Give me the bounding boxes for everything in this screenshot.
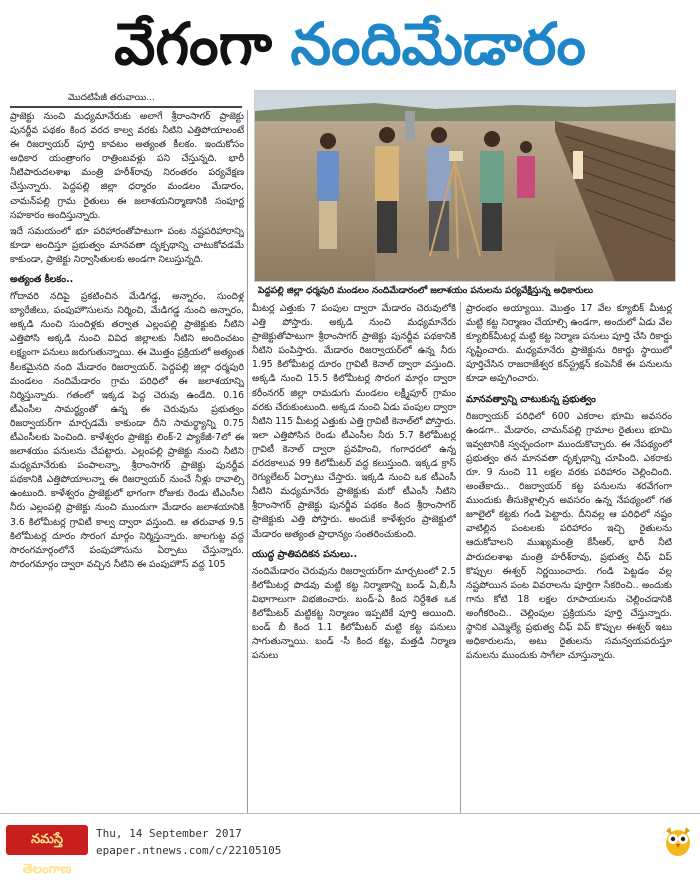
column-divider [247,110,248,813]
newspaper-logo: నమస్తే తెలంగాణ [6,825,88,855]
news-photo [254,90,676,282]
footer-meta [96,825,281,859]
column-divider [460,302,461,813]
article-paragraph: రిజర్వాయర్ పరిధిలో 600 ఎకరాల భూమి అవసరం ఉండగా.. మేడారం, చామన్‌పల్లి గ్రామాల రైతులు భూమి ఇవ్వటానికి స్వచ్ఛందంగా ముందుకొచ్చారు. ఈ నేపథ్యంలో ప్రభుత్వం తన మానవతా దృక్పథాన్ని చూపింది. ఎకరాకు రూ. 9 నుంచి 11 లక్షల వరకు పరిహారం చెల్లించింది. అంతేకాదు.. రిజర్వాయర్ కట్ట పనులను శరవేగంగా ముందుకు తీసుకెళ్లాల్సిన అవసరం ఉన్న నేపథ్యంలో గత జూలైలో కట్టకు గండి పెట్టారు. దీనివల్ల ఆ పరిధిలో నష్టం వాటిల్లిన పంటలకు పరిహారం ఇచ్చి రైతులను ఆదుకోవాలని ముఖ్యమంత్రి కేసీఆర్, భారీ నీటి పారుదలశాఖ మంత్రి హరీశ్‌రావు, ప్రభుత్వ చీఫ్ విప్ కొప్పుల ఈశ్వర్ నిర్ణయించారు. గండి పెట్టడం వల్ల నష్టపోయిన పంట వివరాలను పూర్తిగా సేకరించి.. అందుకు గాను కోటి 18 లక్షల రూపాయలను చెల్లించడానికి అంగీకరించి.. చెల్లింపుల ప్రక్రియను పూర్తి చేస్తున్నారు. స్థానిక ఎమ్మెల్యే ప్రభుత్వ చీఫ్ విప్ కొప్పుల ఈశ్వర్ ఇటు అధికారులను, అటు రైతులను సమన్వయపరుస్తూ పనులను ముందుకు సాగేలా చూస్తున్నారు. [466,410,672,662]
article-paragraph: ప్రాజెక్టు నుంచి మధ్యమానేరుకు అలాగే శ్రీరాంసాగర్ ప్రాజెక్టు పునర్జీవ పథకం కింద వరద కాల్వ వరకు నీటిని ఎత్తిపోయాలంటే ఈ రిజర్వాయర్ పూర్తి కావటం అత్యంత కీలకం. ఇందుకోసం అధికార యంత్రాంగం రాత్రింబవళ్లు పని చేస్తున్నది. భారీ నీటిపారుదలశాఖ మంత్రి హరీశ్‌రావు నిరంతరం పర్యవేక్షణ చేస్తున్నారు. పెద్దపల్లి జిల్లా ధర్మారం మండలం మేడారం, చామన్‌పల్లి గ్రామ రైతులు ఈ జలాశయనిర్మాణానికి సంపూర్ణ సహకారం అందిస్తున్నారు. [10,111,244,221]
article-paragraph: మీటర్ల ఎత్తుకు 7 పంపుల ద్వారా మేడారం చెరువులోకి ఎత్తి పోస్తారు. అక్కడి నుంచి మధ్యమానేరు ప్రాజెక్టుతోపాటుగా శ్రీరాంసాగర్ ప్రాజెక్టు పునర్జీవ పథకానికి నీటిని పంపిస్తారు. మేడారం రిజర్వాయర్‌లో ఉన్న నీరు 1.95 కిలోమీటర్ల దూరం గ్రావిటీ కెనాల్ ద్వారా వస్తుంది. అక్కడి నుంచి 15.5 కిలోమీటర్ల సొరంగ మార్గం ద్వారా కరీంనగర్ జిల్లా రామడుగు మండలం లక్ష్మీపూర్ గ్రామం వరకు చేరుకుంటుంది. అక్కడ నుంచి ఏడు పంపుల ద్వారా నీటిని 115 మీటర్ల ఎత్తుకు ఎత్తి గ్రావిటీ కెనాల్‌లో పోస్తారు. ఇలా ఎత్తిపోసిన రెండు టీఎంసీల నీరు 5.7 కిలోమీటర్ల గ్రావిటీ కెనాల్ ద్వారా ప్రవహించి, గంగాధరలో ఉన్న వరదకాలువ 99 కిలోమీటర్ వద్ద కలుస్తుంది. ఇక్కడ క్రాస్ రెగ్యులేటర్ ఏర్పాటు చేస్తారు. ఇక్కడి నుంచి ఒక టీఎంసీ నీటిని మధ్యమానేరు ప్రాజెక్టుకు మరో టీఎంసీ నీటిని శ్రీరాంసాగర్ ప్రాజెక్టు పునర్జీవ పథకం కింద శ్రీరాంసాగర్ ప్రాజెక్టుకు ఎత్తి పోస్తారు. అందుకే కాళేశ్వరం ప్రాజెక్టులో మేడారం అత్యంత ప్రాధాన్యం సంతరించుకుంది. [252,303,456,540]
footer [0,815,700,877]
section-heading: మానవత్వాన్ని చాటుకున్న ప్రభుత్వం [466,393,596,405]
epaper-url: epaper.ntnews.com/c/22105105 [96,844,282,857]
photo-caption: పెద్దపల్లి జిల్లా ధర్మపురి మండలం నందిమేడారంలో జలాశయం పనులను పర్యవేక్షిస్తున్న అధికారులు [258,286,593,296]
article-paragraph: నందిమేడారం చెరువును రిజర్వాయర్‌గా మార్చటంలో 2.5 కిలోమీటర్ల పొడవు మట్టి కట్ట నిర్మాణాన్ని బండ్ ఏ,బీ,సీ విభాగాలుగా విభజించారు. బండ్-ఏ కింద నిర్దేశిత ఒక కిలోమీటర్ మట్టికట్ట నిర్మాణం ఇప్పటికే పూర్తి అయింది. బండ్ బీ కింద 1.1 కిలోమీటర్ మట్టి కట్ట పనులు సాగుతున్నాయి. బండ్ -సీ కింద కట్ట, మత్తడి నిర్మాణ పనులు [252,565,456,662]
article-paragraph: ప్రారంభం అయ్యాయి. మొత్తం 17 వేల క్యూబిక్ మీటర్ల మట్టి కట్ట నిర్మాణం చేయాల్సి ఉండగా, అందులో ఏడు వేల క్యూబిక్‌మీటర్ల మట్టి కట్ట నిర్మాణ పనులు పూర్తి చేసి రికార్డు సృష్టించారు. మధ్యమానేరు ప్రాజెక్టును రికార్డు స్థాయిలో పూర్తిచేసిన రాజరాజేశ్వర కన్‌స్ట్రక్షన్ కంపెనీకే ఈ పనులను కూడా అప్పగించారు. [466,303,672,385]
construction-site-image [255,91,675,281]
section-heading: అత్యంత కీలకం.. [10,274,74,286]
headline-part1: వేగంగా [114,10,273,78]
kicker-bar [10,90,242,108]
article-paragraph: ఇదే సమయంలో భూ పరిహారంతోపాటుగా పంట నష్టపరిహారాన్ని కూడా అందిస్తూ ప్రభుత్వం మానవతా దృక్పథాన్ని చాటుకోవడమే కాకుండా, ప్రాజెక్టు నిర్వాసితులకు అండగా నిలుస్తున్నది. [10,225,244,265]
article-column-1 [10,110,244,813]
owl-icon [664,823,692,857]
section-heading: యుద్ధ ప్రాతిపదికన పనులు.. [252,548,358,560]
article-paragraph: గోదావరి నదిపై ప్రకటించిన మేడిగడ్డ, అన్నారం, సుందిళ్ల బ్యారేజీలు, పంపుహౌసులను నిర్మించి, మేడిగడ్డ నుంచి అన్నారం, అక్కడి నుంచి సుందిళ్లకు తర్వాత ఎల్లంపల్లి ప్రాజెక్టుకు నీటిని ఎత్తిపోసి అక్కడి నుంచి వివిధ జిల్లాలకు నీటిని అందించటం లక్ష్యంగా పనులు జరుగుతున్నాయి. ఈ మొత్తం ప్రక్రియలో అత్యంత కీలకమైనది నంది మేడారం రిజర్వాయర్. పెద్దపల్లి జిల్లా ధర్మపురి మండలం నందిమేడారం గ్రామ పరిధిలో ఈ జలాశయాన్ని నిర్మిస్తున్నారు. గతంలో ఇక్కడ పెద్ద చెరువు ఉండేది. 0.16 టీఎంసీల సామర్థ్యంతో ఉన్న ఈ చెరువును ప్రభుత్వం రిజర్వాయర్‌గా మార్చడమే కాకుండా దీని సామర్థ్యాన్ని 0.75 టీఎంసీలకు పెంచింది. కాళేశ్వరం ప్రాజెక్టు లింక్-2 ప్యాకేజీ-7లో ఈ జలాశయం పనులను చేపట్టారు. ఎల్లంపల్లి ప్రాజెక్టు నుంచి నీటిని మధ్యమానేరుకు పంపాలన్నా, శ్రీరాంసాగర్ ప్రాజెక్టు పునర్జీవ పథకానికి ఎత్తిపోయాలన్నా ఈ రిజర్వాయర్ నుంచే నీళ్లు రావాల్సి ఉంటుంది. కాళేశ్వరం ప్రాజెక్టులో భాగంగా రోజుకు రెండు టీఎంసీల నీరు ఎల్లంపల్లి ప్రాజెక్టు నుంచి ముందుగా మేడారం జలాశయానికి 3.6 కిలోమీటర్ల గ్రావిటీ కాల్వ ద్వారా వస్తుంది. ఆ తరువాత 9.5 కిలోమీటర్ల దూరం సొరంగ మార్గం నిర్మిస్తున్నారు. జాలగుట్ట వద్ద సొరంగమార్గంలోనే పంపుహౌసును ఏర్పాటు చేస్తున్నారు. సొరంగమార్గం ద్వారా వచ్చిన నీటిని ఈ పంపుహౌస్ వద్ద 105 [10,291,244,570]
article-column-3 [466,302,672,813]
headline-part2: నందిమేడారం [290,10,586,78]
edition-date: Thu, 14 September 2017 [96,827,242,840]
footer-divider [0,813,700,814]
headline [0,4,700,84]
kicker: మొదటిపేజీ తరువాయి... [64,90,159,106]
article-column-2 [252,302,456,813]
